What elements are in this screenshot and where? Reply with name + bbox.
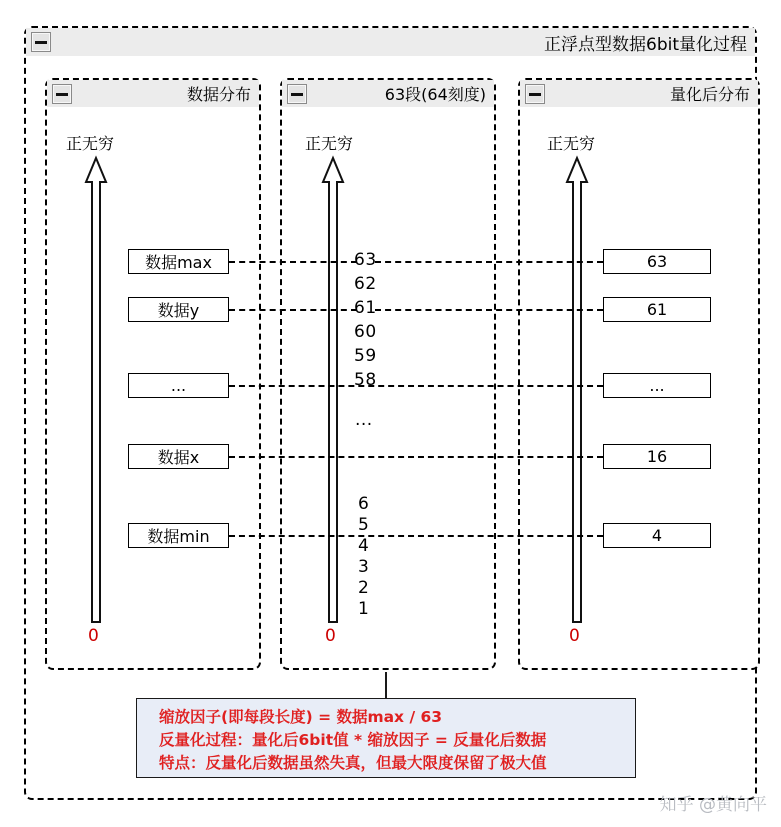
panel-segments-63 bbox=[280, 78, 496, 670]
scale-tick: 63 bbox=[354, 250, 377, 270]
quantized-box[interactable] bbox=[603, 373, 711, 398]
minus-box-icon[interactable] bbox=[31, 32, 51, 52]
axis-zero-label-data-distribution: 0 bbox=[88, 626, 99, 646]
note-line: 缩放因子(即每段长度) = 数据max / 63 bbox=[159, 708, 443, 726]
connector-line bbox=[375, 309, 603, 311]
scale-tick: 59 bbox=[354, 346, 377, 366]
panel-title-quantized-distribution: 量化后分布 bbox=[669, 85, 750, 104]
data-box-label: 数据max bbox=[145, 253, 212, 272]
data-box[interactable] bbox=[128, 249, 229, 274]
axis-arrow-segments-63 bbox=[321, 156, 345, 624]
note-line: 反量化过程：量化后6bit值 * 缩放因子 = 反量化后数据 bbox=[159, 731, 547, 749]
minus-box-icon[interactable] bbox=[525, 84, 545, 104]
quantized-box[interactable] bbox=[603, 444, 711, 469]
scale-tick: 62 bbox=[354, 274, 377, 294]
axis-arrow-quantized-distribution bbox=[565, 156, 589, 624]
quantized-box-label: 16 bbox=[646, 447, 668, 466]
scale-tick: 58 bbox=[354, 370, 377, 390]
quantized-box-label: 4 bbox=[651, 526, 663, 545]
axis-top-label-segments-63: 正无穷 bbox=[305, 134, 354, 153]
scale-tick: 3 bbox=[358, 557, 370, 577]
data-box-label: 数据y bbox=[157, 301, 200, 320]
scale-tick: 4 bbox=[358, 536, 370, 556]
connector-line bbox=[229, 385, 603, 387]
scale-tick: 1 bbox=[358, 599, 370, 619]
connector-line bbox=[229, 261, 357, 263]
scale-tick: 61 bbox=[354, 298, 377, 318]
outer-group-title-bar bbox=[26, 28, 755, 56]
quantized-box[interactable] bbox=[603, 523, 711, 548]
data-box[interactable] bbox=[128, 523, 229, 548]
scale-tick: 5 bbox=[358, 515, 370, 535]
connector-line bbox=[375, 261, 603, 263]
data-box-label: ... bbox=[170, 376, 187, 395]
scale-tick-ellipsis: ... bbox=[355, 410, 373, 430]
panel-title-bar-segments-63 bbox=[282, 80, 494, 107]
axis-arrow-data-distribution bbox=[84, 156, 108, 624]
panel-title-data-distribution: 数据分布 bbox=[186, 85, 251, 104]
note-connector-stem bbox=[385, 672, 387, 699]
panel-title-segments-63: 63段(64刻度) bbox=[384, 85, 486, 104]
note-line: 特点：反量化后数据虽然失真，但最大限度保留了极大值 bbox=[159, 754, 547, 772]
panel-title-bar-quantized-distribution bbox=[520, 80, 758, 107]
watermark: 知乎 @黄向平 bbox=[659, 795, 767, 815]
panel-title-bar-data-distribution bbox=[47, 80, 259, 107]
axis-zero-label-segments-63: 0 bbox=[325, 626, 336, 646]
minus-box-icon[interactable] bbox=[52, 84, 72, 104]
scale-tick: 60 bbox=[354, 322, 377, 342]
quantized-box[interactable] bbox=[603, 249, 711, 274]
axis-top-label-quantized-distribution: 正无穷 bbox=[547, 134, 596, 153]
quantized-box-label: 63 bbox=[646, 252, 668, 271]
scale-tick: 2 bbox=[358, 578, 370, 598]
note-callout bbox=[136, 698, 636, 778]
data-box[interactable] bbox=[128, 444, 229, 469]
page-title: 正浮点型数据6bit量化过程 bbox=[544, 34, 747, 55]
connector-line bbox=[229, 535, 603, 537]
connector-line bbox=[229, 456, 603, 458]
data-box[interactable] bbox=[128, 297, 229, 322]
data-box-label: 数据min bbox=[147, 527, 210, 546]
data-box-label: 数据x bbox=[157, 448, 200, 467]
data-box[interactable] bbox=[128, 373, 229, 398]
axis-zero-label-quantized-distribution: 0 bbox=[569, 626, 580, 646]
quantized-box-label: ... bbox=[649, 376, 665, 395]
connector-line bbox=[229, 309, 357, 311]
minus-box-icon[interactable] bbox=[287, 84, 307, 104]
quantized-box[interactable] bbox=[603, 297, 711, 322]
axis-top-label-data-distribution: 正无穷 bbox=[66, 134, 115, 153]
scale-tick: 6 bbox=[358, 494, 370, 514]
quantized-box-label: 61 bbox=[646, 300, 668, 319]
